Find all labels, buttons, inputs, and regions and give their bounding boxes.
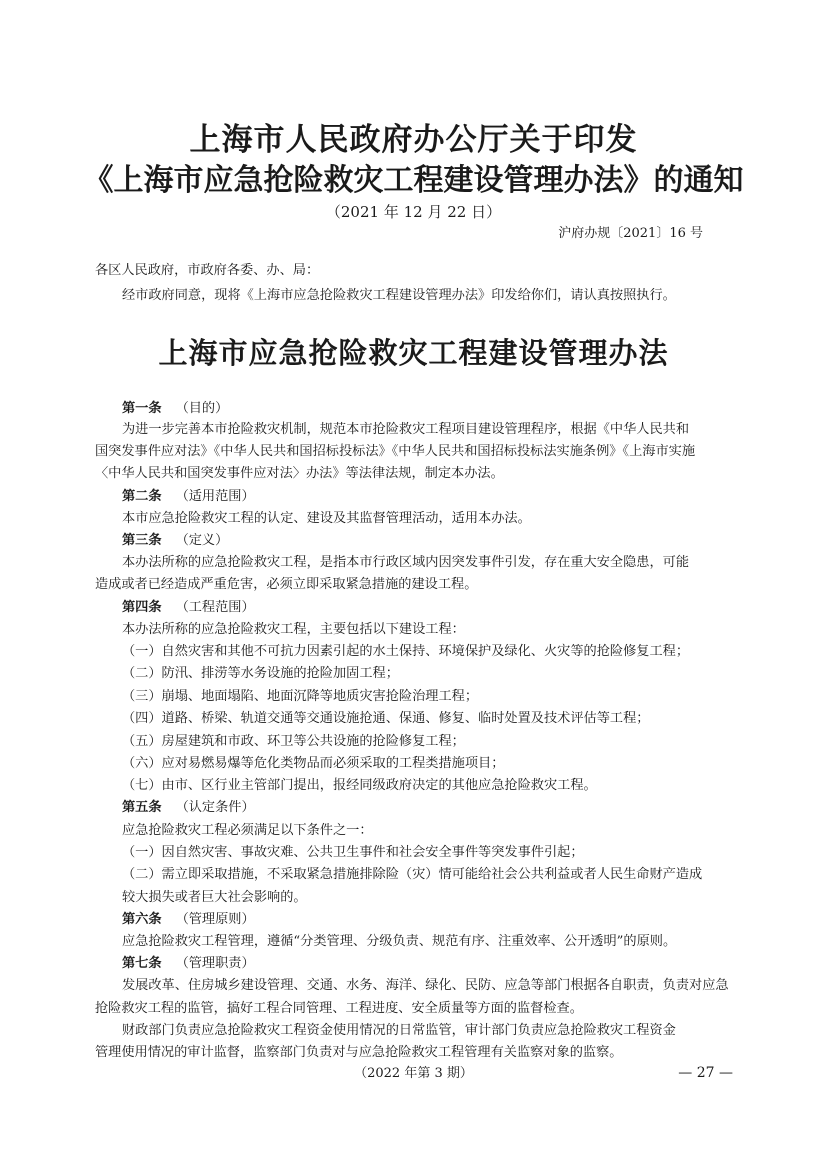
article-2-line: 本市应急抢险救灾工程的认定、建设及其监督管理活动，适用本办法。 xyxy=(122,511,531,526)
article-1-line: 为进一步完善本市抢险救灾机制，规范本市抢险救灾工程项目建设管理程序，根据《中华人民共和 xyxy=(122,422,690,437)
article-7-line: 抢险救灾工程的监管，搞好工程合同管理、工程进度、安全质量等方面的监督检查。 xyxy=(95,1001,583,1016)
article-4-line: （五）房屋建筑和市政、环卫等公共设施的抢险修复工程； xyxy=(122,734,465,749)
notice-title-line2: 《上海市应急抢险救灾工程建设管理办法》的通知 xyxy=(83,163,744,198)
article-5-line: 较大损失或者巨大社会影响的。 xyxy=(122,890,307,905)
article-7-line: 管理使用情况的审计监督，监察部门负责对与应急抢险救灾工程管理有关监察对象的监察。 xyxy=(95,1045,623,1060)
article-4-line: （一）自然灾害和其他不可抗力因素引起的水土保持、环境保护及绿化、火灾等的抢险修复工程； xyxy=(122,644,690,659)
article-number: 第五条 xyxy=(122,800,162,815)
article-7-line: 发展改革、住房城乡建设管理、交通、水务、海洋、绿化、民防、应急等部门根据各自职责，负责对应急 xyxy=(122,978,729,993)
article-4-line: 本办法所称的应急抢险救灾工程，主要包括以下建设工程： xyxy=(122,622,465,637)
notice-body: 经市政府同意，现将《上海市应急抢险救灾工程建设管理办法》印发给你们，请认真按照执行。 xyxy=(122,288,676,303)
article-3-line: 造成或者已经造成严重危害，必须立即采取紧急措施的建设工程。 xyxy=(95,577,478,592)
article-number: 第三条 xyxy=(122,533,162,548)
article-4-heading xyxy=(122,597,255,619)
article-heading: （管理职责） xyxy=(175,956,255,971)
article-5-line: 应急抢险救灾工程必须满足以下条件之一： xyxy=(122,823,373,838)
article-heading: （认定条件） xyxy=(175,800,255,815)
regulation-title: 上海市应急抢险救灾工程建设管理办法 xyxy=(158,336,669,370)
article-6-heading xyxy=(122,909,255,931)
article-1-line: 〈中华人民共和国突发事件应对法〉办法》等法律法规，制定本办法。 xyxy=(95,466,504,481)
article-1-line: 国突发事件应对法》《中华人民共和国招标投标法》《中华人民共和国招标投标法实施条例》《上海市实施 xyxy=(95,444,696,459)
article-1-heading xyxy=(122,398,228,420)
issue-label: （2022 年第 3 期） xyxy=(354,1066,473,1081)
article-number: 第二条 xyxy=(122,489,162,504)
notice-date: （2021 年 12 月 22 日） xyxy=(325,203,502,221)
article-number: 第六条 xyxy=(122,912,162,927)
article-2-heading xyxy=(122,486,255,508)
article-4-line: （三）崩塌、地面塌陷、地面沉降等地质灾害抢险治理工程； xyxy=(122,689,479,704)
article-number: 第四条 xyxy=(122,600,162,615)
article-7-line: 财政部门负责应急抢险救灾工程资金使用情况的日常监管，审计部门负责应急抢险救灾工程资金 xyxy=(122,1023,676,1038)
article-5-line: （一）因自然灾害、事故灾难、公共卫生事件和社会安全事件等突发事件引起； xyxy=(122,845,584,860)
article-5-line: （二）需立即采取措施，不采取紧急措施排除险（灾）情可能给社会公共利益或者人民生命财产造成 xyxy=(122,867,703,882)
article-heading: （目的） xyxy=(175,401,229,416)
article-3-heading xyxy=(122,530,228,552)
notice-title-line1: 上海市人民政府办公厅关于印发 xyxy=(189,122,638,158)
article-4-line: （四）道路、桥梁、轨道交通等交通设施抢通、保通、修复、临时处置及技术评估等工程； xyxy=(122,711,650,726)
article-5-heading xyxy=(122,797,255,819)
article-number: 第七条 xyxy=(122,956,162,971)
article-heading: （定义） xyxy=(175,533,229,548)
article-7-heading xyxy=(122,953,255,975)
article-heading: （适用范围） xyxy=(175,489,255,504)
article-4-line: （六）应对易燃易爆等危化类物品而必须采取的工程类措施项目； xyxy=(122,756,505,771)
page-number: — 27 — xyxy=(678,1065,733,1081)
article-3-line: 本办法所称的应急抢险救灾工程，是指本市行政区域内因突发事件引发，存在重大安全隐患，可能 xyxy=(122,555,690,570)
article-4-line: （二）防汛、排涝等水务设施的抢险加固工程； xyxy=(122,666,399,681)
article-6-line: 应急抢险救灾工程管理，遵循“分类管理、分级负责、规范有序、注重效率、公开透明”的原则。 xyxy=(122,934,677,949)
article-heading: （工程范围） xyxy=(175,600,255,615)
article-number: 第一条 xyxy=(122,401,162,416)
article-4-line: （七）由市、区行业主管部门提出，报经同级政府决定的其他应急抢险救灾工程。 xyxy=(122,778,597,793)
notice-addressee: 各区人民政府，市政府各委、办、局： xyxy=(95,263,320,278)
article-heading: （管理原则） xyxy=(175,912,255,927)
document-number: 沪府办规〔2021〕16 号 xyxy=(558,226,703,241)
